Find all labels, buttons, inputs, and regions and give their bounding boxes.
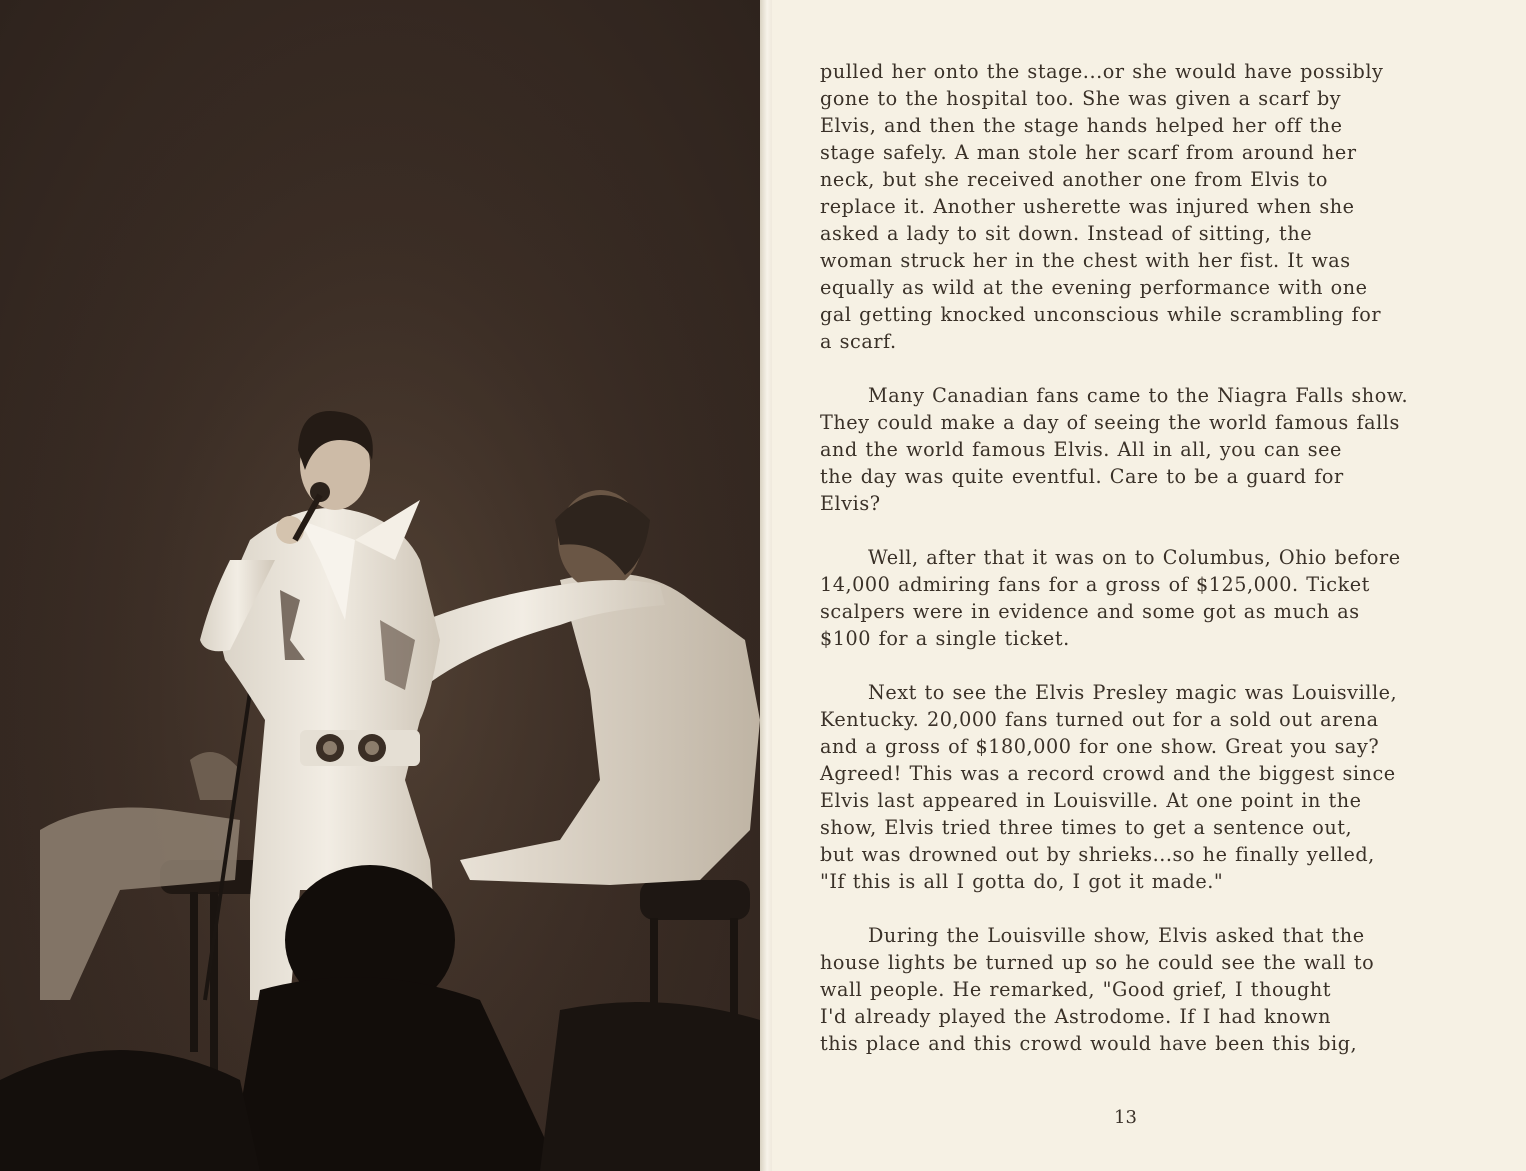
text-line: pulled her onto the stage...or she would have possibly [820, 60, 1384, 83]
paragraph [820, 58, 1490, 355]
chair [640, 880, 750, 920]
text-line: and the world famous Elvis. All in all, you can see [820, 438, 1342, 461]
text-line: a scarf. [820, 330, 897, 353]
paragraph [820, 922, 1490, 1057]
text-line: They could make a day of seeing the world famous falls [820, 411, 1400, 434]
text-line: wall people. He remarked, "Good grief, I thought [820, 978, 1331, 1001]
concert-photo [0, 0, 760, 1171]
text-line: Elvis, and then the stage hands helped her off the [820, 114, 1343, 137]
text-line: Many Canadian fans came to the Niagra Falls show. [868, 384, 1409, 407]
text-line: scalpers were in evidence and some got as much as [820, 600, 1360, 623]
paragraph [820, 679, 1490, 895]
text-line: equally as wild at the evening performance with one [820, 276, 1368, 299]
text-line: Elvis last appeared in Louisville. At one point in the [820, 789, 1362, 812]
page-gutter [760, 0, 772, 1171]
article-text [820, 58, 1490, 1084]
left-page [0, 0, 762, 1171]
text-line: Elvis? [820, 492, 881, 515]
text-line: woman struck her in the chest with her fist. It was [820, 249, 1351, 272]
text-line: $100 for a single ticket. [820, 627, 1070, 650]
text-line: stage safely. A man stole her scarf from around her [820, 141, 1357, 164]
text-line: replace it. Another usherette was injured when she [820, 195, 1355, 218]
text-line: gal getting knocked unconscious while scrambling for [820, 303, 1382, 326]
text-line: and a gross of $180,000 for one show. Great you say? [820, 735, 1380, 758]
text-line: the day was quite eventful. Care to be a guard for [820, 465, 1344, 488]
text-line: but was drowned out by shrieks...so he finally yelled, [820, 843, 1375, 866]
text-line: "If this is all I gotta do, I got it made." [820, 870, 1224, 893]
right-page [772, 0, 1526, 1171]
text-line: Next to see the Elvis Presley magic was Louisville, [868, 681, 1398, 704]
text-line: 14,000 admiring fans for a gross of $125,000. Ticket [820, 573, 1370, 596]
text-line: I'd already played the Astrodome. If I had known [820, 1005, 1332, 1028]
text-line: During the Louisville show, Elvis asked that the [868, 924, 1365, 947]
text-line: asked a lady to sit down. Instead of sitting, the [820, 222, 1313, 245]
text-line: show, Elvis tried three times to get a sentence out, [820, 816, 1353, 839]
text-line: Well, after that it was on to Columbus, Ohio before [868, 546, 1401, 569]
text-line: Agreed! This was a record crowd and the biggest since [820, 762, 1396, 785]
page-number: 13 [1114, 1107, 1137, 1128]
paragraph [820, 544, 1490, 652]
paragraph [820, 382, 1490, 517]
text-line: gone to the hospital too. She was given a scarf by [820, 87, 1342, 110]
text-line: house lights be turned up so he could see the wall to [820, 951, 1375, 974]
concert-photo-illustration [0, 0, 760, 1171]
text-line: neck, but she received another one from Elvis to [820, 168, 1328, 191]
text-line: Kentucky. 20,000 fans turned out for a sold out arena [820, 708, 1379, 731]
text-line: this place and this crowd would have been this big, [820, 1032, 1358, 1055]
